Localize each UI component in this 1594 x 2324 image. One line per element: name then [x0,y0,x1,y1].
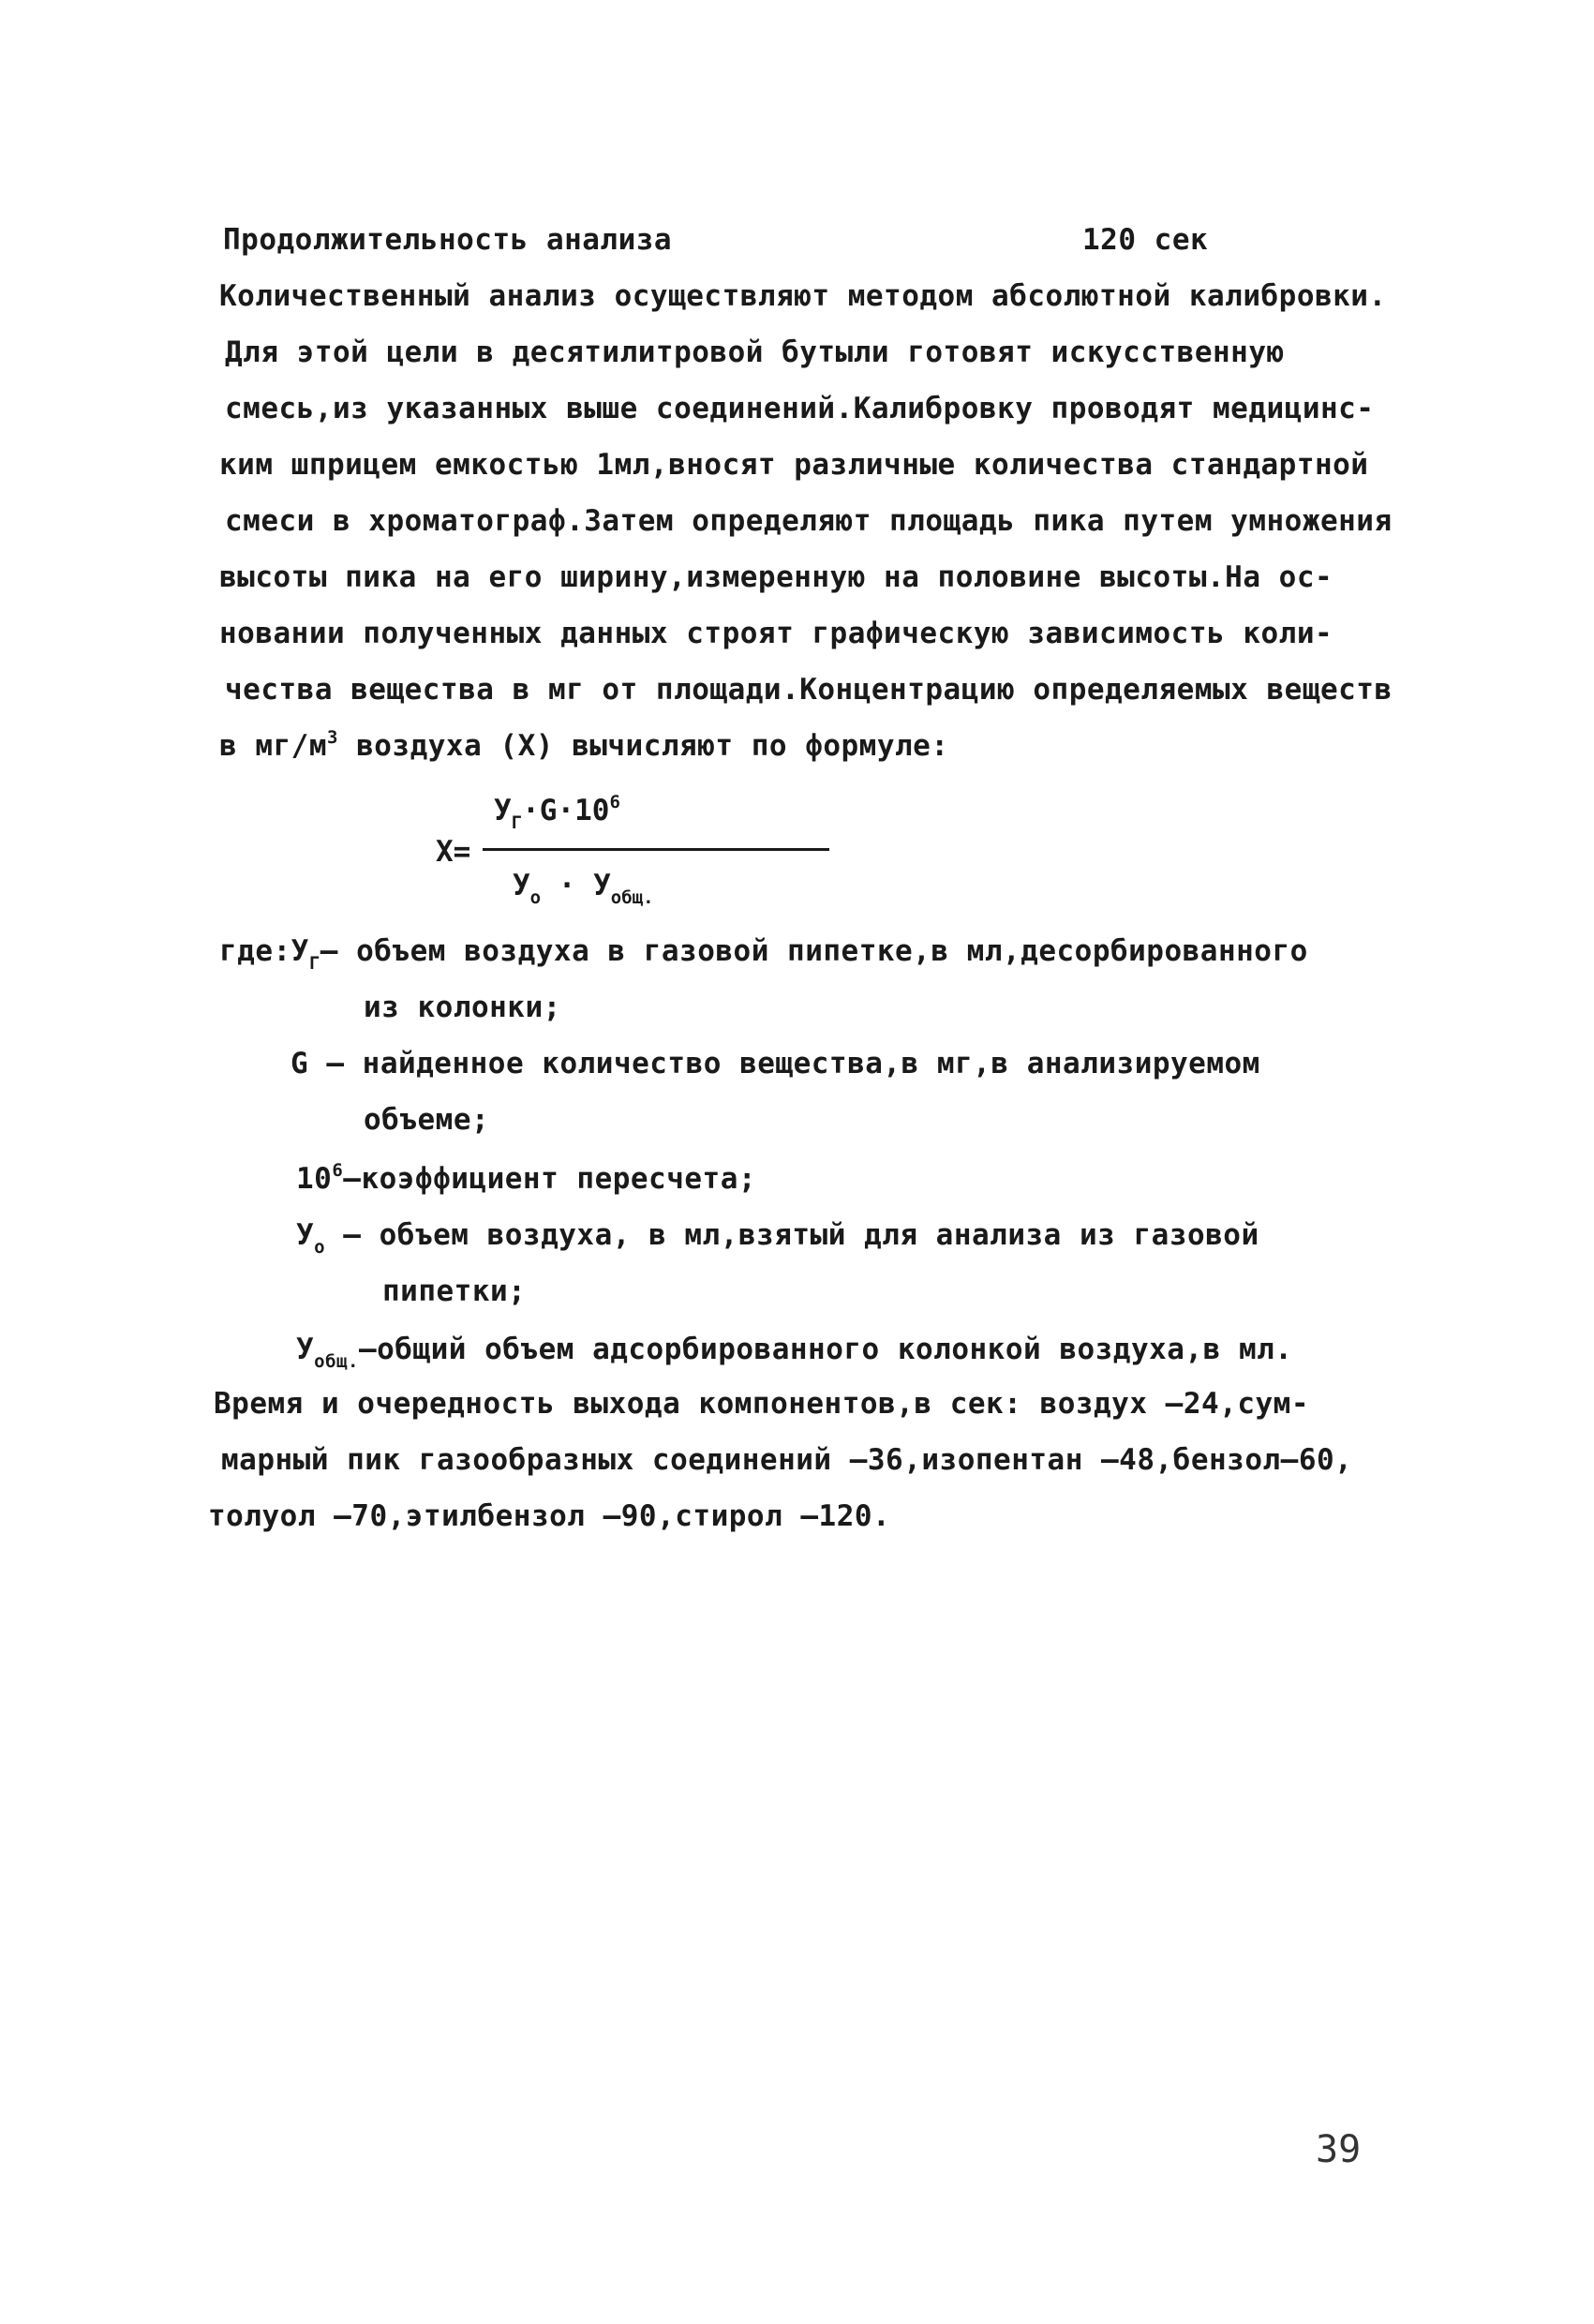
unit-exponent: 3 [326,727,338,748]
definition-vo-cont: пипетки; [382,1274,527,1308]
num-var: У [494,794,512,827]
paragraph-line: новании полученных данных строят графическую зависимость коли- [219,617,1333,650]
formula-intro-text: воздуха (X) вычисляют по формуле: [337,729,949,763]
def-symbol-sub: о [314,1237,326,1258]
paragraph-line: чества вещества в мг от площади.Концентрацию определяемых веществ [225,673,1393,707]
def-text: – объем воздуха в газовой пипетке,в мл,десорбированного [320,934,1308,968]
definition-coef [296,1160,756,1201]
num-exponent: 6 [609,792,620,812]
paragraph-line: Для этой цели в десятилитровой бутыли готовят искусственную [225,335,1285,369]
definition-vo [296,1216,1259,1258]
den-var-a-sub: о [529,887,542,908]
def-text: – объем воздуха, в мл,взятый для анализа из газовой [325,1218,1259,1252]
paragraph-line: смесь,из указанных выше соединений.Калибровку проводят медицинс- [225,392,1375,425]
num-rest: ·G·10 [522,794,610,827]
formula-intro-line [219,727,949,768]
def-symbol: У [296,1333,315,1366]
definition-vg [219,932,1308,974]
unit-text: в мг/м [219,729,327,763]
paragraph-line: смеси в хроматограф.Затем определяют площадь пика путем умножения [225,504,1393,538]
elution-line: марный пик газообразных соединений –36,изопентан –48,бензол–60, [221,1443,1353,1477]
def-symbol-sub: Г [308,953,320,974]
definition-vtotal [296,1331,1292,1372]
elution-line: Время и очередность выхода компонентов,в сек: воздух –24,сум- [214,1387,1309,1421]
def-symbol: где:У [219,934,309,968]
paragraph-line: высоты пика на его ширину,измеренную на половине высоты.На ос- [219,560,1333,594]
paragraph-line: Количественный анализ осуществляют методом абсолютной калибровки. [219,279,1387,313]
den-var-b-sub: общ. [610,887,654,908]
def-symbol: У [296,1218,315,1252]
den-dot: · [541,869,594,902]
den-var-b: У [593,869,611,902]
fraction-bar [483,848,829,851]
den-var-a: У [513,869,530,902]
definition-vg-cont: из колонки; [364,991,561,1024]
def-text: –коэффициент пересчета; [343,1162,757,1196]
formula-denominator [513,867,654,908]
duration-value: 120 сек [1082,223,1209,257]
def-text: –общий объем адсорбированного колонкой воздуха,в мл. [358,1333,1293,1366]
num-var-sub: Г [511,812,523,833]
paragraph-line: ким шприцем емкостью 1мл,вносят различные количества стандартной [219,448,1369,482]
def-symbol-sub: общ. [314,1351,359,1372]
def-exponent: 6 [332,1160,344,1181]
formula-numerator [494,792,620,833]
formula-lhs: X= [436,835,471,869]
concentration-formula [436,792,829,909]
page-number: 39 [1316,2128,1362,2171]
duration-label: Продолжительность анализа [223,223,673,257]
def-symbol: 10 [296,1162,333,1196]
elution-line: толуол –70,этилбензол –90,стирол –120. [208,1499,891,1533]
definition-g-cont: объеме; [364,1103,490,1137]
definition-g: G – найденное количество вещества,в мг,в анализируемом [290,1047,1260,1080]
